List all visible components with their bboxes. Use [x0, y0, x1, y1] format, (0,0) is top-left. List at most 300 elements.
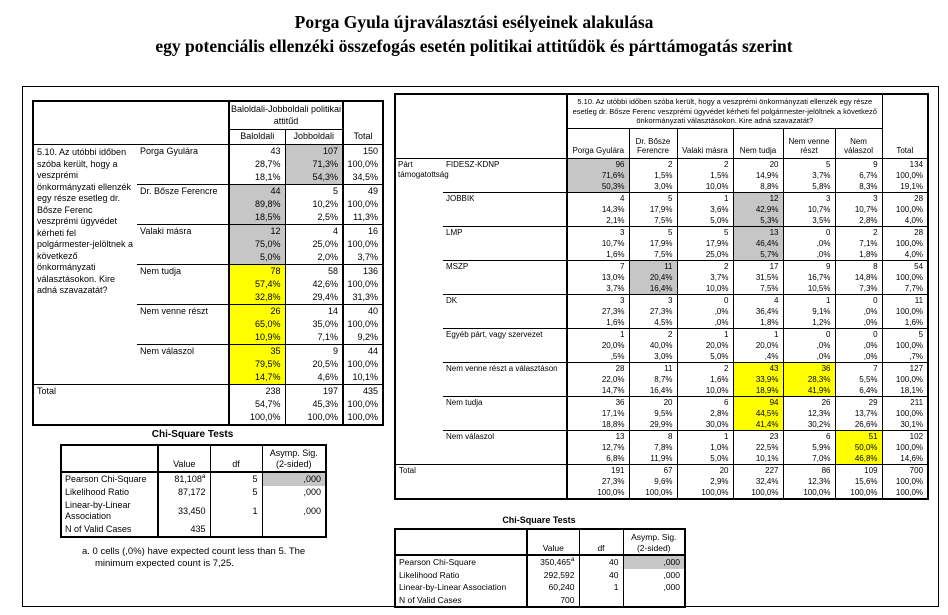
- value-cell: 16,7%: [783, 272, 835, 283]
- table-row: [395, 555, 685, 569]
- value-cell: 58: [285, 265, 343, 279]
- value-cell: 5: [629, 192, 677, 204]
- value-cell: 14,8%: [835, 272, 882, 283]
- party-crosstab-table: [394, 93, 929, 500]
- value-cell: 100,0%: [229, 411, 285, 425]
- value-cell: 1,6%: [677, 374, 733, 385]
- chi-value-cell: ,000: [623, 581, 685, 594]
- value-cell: 10,9%: [229, 331, 285, 345]
- total-column-header: Total: [343, 101, 383, 145]
- value-cell: 29: [835, 396, 882, 408]
- value-cell: 100,0%: [285, 411, 343, 425]
- table-row: [395, 158, 928, 170]
- value-cell: 100,0%: [783, 487, 835, 499]
- chi-row-label: Linear-by-Linear Association: [65, 500, 131, 521]
- value-cell: 42,9%: [733, 204, 783, 215]
- chi-value-cell: 292,592: [527, 569, 579, 582]
- value-cell: 14,3%: [567, 204, 629, 215]
- chi-row-label: N of Valid Cases: [65, 524, 132, 534]
- value-cell: 7,3%: [835, 283, 882, 295]
- chi-column-header: df: [579, 529, 623, 555]
- row-label-cell: FIDESZ-KDNP: [443, 158, 567, 192]
- value-cell: 7,0%: [783, 453, 835, 465]
- value-cell: 86: [783, 464, 835, 476]
- table-row: [395, 226, 928, 238]
- value-cell: 35: [229, 345, 285, 359]
- value-cell: 46,4%: [733, 238, 783, 249]
- value-cell: 100,0%: [882, 170, 928, 181]
- row-label-cell: Valaki másra: [137, 225, 229, 265]
- value-cell: 9: [285, 345, 343, 359]
- value-cell: 100,0%: [882, 487, 928, 499]
- chi-value-cell: 5: [210, 486, 262, 499]
- value-cell: 100,0%: [343, 198, 383, 211]
- value-cell: 10,7%: [835, 204, 882, 215]
- value-cell: 8,8%: [733, 181, 783, 193]
- value-cell: 100,0%: [343, 158, 383, 171]
- chi-value-cell: 40: [579, 555, 623, 569]
- value-cell: 1,5%: [629, 170, 677, 181]
- table-row: [395, 362, 928, 374]
- value-cell: 3,7%: [783, 170, 835, 181]
- value-cell: ,7%: [882, 351, 928, 363]
- value-cell: 12,3%: [783, 408, 835, 419]
- value-cell: 15,6%: [835, 476, 882, 487]
- value-cell: 4: [567, 192, 629, 204]
- value-cell: 8: [835, 260, 882, 272]
- value-cell: 9,5%: [629, 408, 677, 419]
- value-cell: 30,2%: [783, 419, 835, 431]
- value-cell: 31,3%: [343, 291, 383, 305]
- value-cell: 28,3%: [783, 374, 835, 385]
- value-cell: 4,0%: [882, 249, 928, 261]
- value-cell: 44: [229, 185, 285, 199]
- column-header-cell: Dr. Bősze Ferencre: [629, 128, 677, 158]
- value-cell: 20,5%: [285, 358, 343, 371]
- value-cell: 54,3%: [285, 171, 343, 185]
- footnote-line-1: a. 0 cells (,0%) have expected count less than 5. The: [82, 546, 306, 557]
- value-cell: 7: [835, 362, 882, 374]
- value-cell: 4: [733, 294, 783, 306]
- value-cell: 2,5%: [285, 211, 343, 225]
- value-cell: 79,5%: [229, 358, 285, 371]
- chi-value-cell: 5: [210, 472, 262, 486]
- value-cell: ,0%: [835, 351, 882, 363]
- value-cell: 10,7%: [783, 204, 835, 215]
- value-cell: 30,0%: [677, 419, 733, 431]
- value-cell: 1: [677, 192, 733, 204]
- value-cell: 32,8%: [229, 291, 285, 305]
- value-cell: 435: [343, 385, 383, 399]
- chi-column-header: Asymp. Sig. (2-sided): [262, 445, 326, 472]
- value-cell: 35,0%: [285, 318, 343, 331]
- chi-value-cell: ,000: [262, 499, 326, 523]
- value-cell: 10,1%: [343, 371, 383, 385]
- value-cell: 3,7%: [677, 272, 733, 283]
- value-cell: 13: [733, 226, 783, 238]
- value-cell: 36,4%: [733, 306, 783, 317]
- value-cell: 1: [783, 294, 835, 306]
- table-row: [395, 192, 928, 204]
- value-cell: ,5%: [567, 351, 629, 363]
- value-cell: 1,6%: [882, 317, 928, 329]
- value-cell: 51: [835, 430, 882, 442]
- value-cell: 16,4%: [629, 283, 677, 295]
- chi-value-cell: [579, 594, 623, 608]
- value-cell: 17,9%: [629, 238, 677, 249]
- value-cell: 16: [343, 225, 383, 239]
- table-row: [33, 145, 383, 159]
- value-cell: 10,0%: [677, 181, 733, 193]
- chi-row-label: Likelihood Ratio: [399, 569, 460, 580]
- value-cell: 25,0%: [285, 238, 343, 251]
- value-cell: 28: [567, 362, 629, 374]
- value-cell: 3: [567, 226, 629, 238]
- value-cell: 2: [677, 158, 733, 170]
- chi-column-header: Value: [527, 529, 579, 555]
- value-cell: 100,0%: [882, 204, 928, 215]
- value-cell: 26: [229, 305, 285, 319]
- value-cell: 191: [567, 464, 629, 476]
- value-cell: 11: [629, 260, 677, 272]
- value-cell: 41,4%: [733, 419, 783, 431]
- value-cell: 10,7%: [567, 238, 629, 249]
- value-cell: 17,9%: [629, 204, 677, 215]
- value-cell: 7,5%: [629, 215, 677, 227]
- row-label-cell: LMP: [443, 226, 567, 260]
- chi-value-cell: 1: [579, 581, 623, 594]
- value-cell: 9,6%: [629, 476, 677, 487]
- row-label-cell: Porga Gyulára: [137, 145, 229, 185]
- value-cell: 3,5%: [783, 215, 835, 227]
- value-cell: 0: [835, 328, 882, 340]
- value-cell: 44: [343, 345, 383, 359]
- value-cell: 32,4%: [733, 476, 783, 487]
- value-cell: 100,0%: [733, 487, 783, 499]
- value-cell: 11: [882, 294, 928, 306]
- table-row: [395, 328, 928, 340]
- value-cell: 22,5%: [733, 442, 783, 453]
- value-cell: 5,0%: [677, 351, 733, 363]
- value-cell: 54,7%: [229, 398, 285, 411]
- value-cell: 14: [285, 305, 343, 319]
- value-cell: 17,9%: [677, 238, 733, 249]
- value-cell: 29,4%: [285, 291, 343, 305]
- value-cell: 10,1%: [733, 453, 783, 465]
- value-cell: 197: [285, 385, 343, 399]
- value-cell: 7: [567, 260, 629, 272]
- value-cell: 5,9%: [783, 442, 835, 453]
- value-cell: 5,0%: [229, 251, 285, 265]
- value-cell: 0: [677, 294, 733, 306]
- page-title: [0, 10, 948, 58]
- party-chi-square-title: Chi-Square Tests: [502, 515, 576, 525]
- value-cell: 14,7%: [567, 385, 629, 397]
- value-cell: 8,7%: [629, 374, 677, 385]
- value-cell: 78: [229, 265, 285, 279]
- chi-value-cell: 60,240: [527, 581, 579, 594]
- value-cell: 33,9%: [733, 374, 783, 385]
- value-cell: 67: [629, 464, 677, 476]
- value-cell: 94: [733, 396, 783, 408]
- value-cell: 5: [783, 158, 835, 170]
- value-cell: 238: [229, 385, 285, 399]
- value-cell: 3,7%: [343, 251, 383, 265]
- value-cell: 26: [783, 396, 835, 408]
- value-cell: 28: [882, 226, 928, 238]
- value-cell: 8: [629, 430, 677, 442]
- value-cell: 25,0%: [677, 249, 733, 261]
- chi-value-cell: 350,465$^a$: [527, 555, 579, 569]
- value-cell: 43: [733, 362, 783, 374]
- value-cell: 3,0%: [629, 181, 677, 193]
- column-header-cell: Baloldali: [229, 129, 285, 145]
- value-cell: 34,5%: [343, 171, 383, 185]
- chi-value-cell: ,000: [623, 569, 685, 582]
- value-cell: 0: [783, 328, 835, 340]
- value-cell: 18,8%: [567, 419, 629, 431]
- value-cell: ,0%: [677, 306, 733, 317]
- value-cell: 11: [629, 362, 677, 374]
- table-row: [395, 529, 685, 555]
- value-cell: 3,7%: [567, 283, 629, 295]
- value-cell: 5,7%: [733, 249, 783, 261]
- value-cell: 1: [677, 328, 733, 340]
- value-cell: 5,8%: [783, 181, 835, 193]
- value-cell: 71,6%: [567, 170, 629, 181]
- value-cell: 9: [783, 260, 835, 272]
- table-row: [61, 499, 326, 523]
- value-cell: 3,0%: [629, 351, 677, 363]
- value-cell: 5,3%: [733, 215, 783, 227]
- attitude-chi-square-table: [60, 444, 327, 538]
- value-cell: 8,3%: [835, 181, 882, 193]
- value-cell: 100,0%: [882, 272, 928, 283]
- value-cell: ,0%: [835, 306, 882, 317]
- value-cell: 100,0%: [567, 487, 629, 499]
- table-row: [395, 94, 928, 128]
- value-cell: 19,1%: [882, 181, 928, 193]
- value-cell: 28: [882, 192, 928, 204]
- row-label-cell: Nem válaszol: [443, 430, 567, 464]
- total-row-label-cell: Total: [395, 464, 567, 499]
- value-cell: 5: [629, 226, 677, 238]
- value-cell: ,0%: [783, 238, 835, 249]
- value-cell: 20,4%: [629, 272, 677, 283]
- value-cell: 27,3%: [567, 306, 629, 317]
- value-cell: 100,0%: [882, 306, 928, 317]
- table-row: [395, 581, 685, 594]
- value-cell: 13,7%: [835, 408, 882, 419]
- value-cell: 7,1%: [285, 331, 343, 345]
- value-cell: 29,9%: [629, 419, 677, 431]
- value-cell: 1,8%: [733, 317, 783, 329]
- value-cell: 7,8%: [629, 442, 677, 453]
- chi-value-cell: 81,108$^a$: [158, 472, 210, 486]
- value-cell: 46,8%: [835, 453, 882, 465]
- value-cell: 6,4%: [835, 385, 882, 397]
- value-cell: 10,5%: [783, 283, 835, 295]
- value-cell: 20,0%: [677, 340, 733, 351]
- table-row: [61, 472, 326, 486]
- row-label-cell: JOBBIK: [443, 192, 567, 226]
- column-header-cell: Valaki másra: [677, 128, 733, 158]
- value-cell: 1,5%: [677, 170, 733, 181]
- value-cell: 17: [733, 260, 783, 272]
- value-cell: 18,1%: [882, 385, 928, 397]
- value-cell: 3: [835, 192, 882, 204]
- value-cell: 1,6%: [567, 249, 629, 261]
- value-cell: 6,8%: [567, 453, 629, 465]
- value-cell: 36: [567, 396, 629, 408]
- value-cell: 5: [882, 328, 928, 340]
- value-cell: 12: [229, 225, 285, 239]
- chi-value-cell: ,000: [623, 555, 685, 569]
- value-cell: 75,0%: [229, 238, 285, 251]
- value-cell: 0: [783, 226, 835, 238]
- row-group-label-cell: Párt támogatottság: [398, 159, 449, 179]
- row-label-cell: Nem venne részt: [137, 305, 229, 345]
- question-cell: 5.10. Az utóbbi időben szóba került, hogy a veszprémi önkormányzati ellenzék egy része esetleg dr. Bősze Ferenc veszprémi ügyvédet kérheti fel polgármester-jelöltnek a következő önkormányzati választásokon. Kire adná szavazatát?: [37, 147, 134, 295]
- value-cell: 5: [285, 185, 343, 199]
- chi-column-header: Value: [158, 445, 210, 472]
- table-row: [61, 486, 326, 499]
- value-cell: ,0%: [783, 249, 835, 261]
- value-cell: 0: [835, 294, 882, 306]
- value-cell: ,0%: [783, 351, 835, 363]
- chi-value-cell: [262, 523, 326, 537]
- value-cell: 41,9%: [783, 385, 835, 397]
- value-cell: 4: [285, 225, 343, 239]
- value-cell: 136: [343, 265, 383, 279]
- value-cell: 5,5%: [835, 374, 882, 385]
- row-label-cell: Nem válaszol: [137, 345, 229, 385]
- value-cell: 12: [733, 192, 783, 204]
- table-row: [33, 101, 383, 129]
- value-cell: 20: [629, 396, 677, 408]
- table-row: [395, 569, 685, 582]
- chi-value-cell: 40: [579, 569, 623, 582]
- column-header-cell: Nem válaszol: [835, 128, 882, 158]
- value-cell: 10,2%: [285, 198, 343, 211]
- chi-column-header: df: [210, 445, 262, 472]
- value-cell: 100,0%: [343, 358, 383, 371]
- value-cell: 2,9%: [677, 476, 733, 487]
- value-cell: 100,0%: [882, 408, 928, 419]
- value-cell: ,4%: [733, 351, 783, 363]
- chi-value-cell: 700: [527, 594, 579, 608]
- value-cell: 18,1%: [229, 171, 285, 185]
- chi-square-footnote: [82, 546, 305, 570]
- value-cell: 100,0%: [882, 238, 928, 249]
- row-label-cell: MSZP: [443, 260, 567, 294]
- value-cell: 65,0%: [229, 318, 285, 331]
- value-cell: 36: [783, 362, 835, 374]
- value-cell: 100,0%: [343, 238, 383, 251]
- value-cell: 100,0%: [343, 411, 383, 425]
- column-header-cell: Nem tudja: [733, 128, 783, 158]
- total-row-label-cell: Total: [33, 385, 229, 426]
- value-cell: 12,3%: [783, 476, 835, 487]
- value-cell: 100,0%: [835, 487, 882, 499]
- value-cell: 28,7%: [229, 158, 285, 171]
- table-row: [33, 385, 383, 399]
- value-cell: 40,0%: [629, 340, 677, 351]
- value-cell: 23: [733, 430, 783, 442]
- chi-column-header: Asymp. Sig. (2-sided): [623, 529, 685, 555]
- table-row: [395, 430, 928, 442]
- value-cell: 100,0%: [343, 318, 383, 331]
- value-cell: 96: [567, 158, 629, 170]
- value-cell: 17,1%: [567, 408, 629, 419]
- value-cell: 227: [733, 464, 783, 476]
- value-cell: 26,6%: [835, 419, 882, 431]
- value-cell: 49: [343, 185, 383, 199]
- value-cell: 100,0%: [882, 374, 928, 385]
- value-cell: 100,0%: [677, 487, 733, 499]
- chi-row-label: Pearson Chi-Square: [65, 474, 147, 484]
- row-label-cell: Nem tudja: [443, 396, 567, 430]
- value-cell: 1,8%: [835, 249, 882, 261]
- row-label-cell: Dr. Bősze Ferencre: [137, 185, 229, 225]
- table-row: [395, 464, 928, 476]
- value-cell: 2,1%: [567, 215, 629, 227]
- value-cell: 12,7%: [567, 442, 629, 453]
- column-header-cell: Nem venne részt: [783, 128, 835, 158]
- value-cell: 45,3%: [285, 398, 343, 411]
- value-cell: 7,5%: [733, 283, 783, 295]
- value-cell: 27,3%: [629, 306, 677, 317]
- value-cell: 18,9%: [733, 385, 783, 397]
- value-cell: 700: [882, 464, 928, 476]
- chi-value-cell: ,000: [262, 472, 326, 486]
- value-cell: 100,0%: [343, 398, 383, 411]
- title-line-1: Porga Gyula újraválasztási esélyeinek alakulása: [294, 12, 654, 32]
- value-cell: 134: [882, 158, 928, 170]
- value-cell: 71,3%: [285, 158, 343, 171]
- value-cell: 20,0%: [567, 340, 629, 351]
- corner-cell: [33, 101, 229, 145]
- value-cell: 22,0%: [567, 374, 629, 385]
- value-cell: 11,3%: [343, 211, 383, 225]
- value-cell: 2: [835, 226, 882, 238]
- value-cell: 211: [882, 396, 928, 408]
- value-cell: 100,0%: [882, 476, 928, 487]
- party-chi-square-table: [394, 528, 686, 608]
- value-cell: 4,0%: [882, 215, 928, 227]
- value-cell: 2,8%: [835, 215, 882, 227]
- table-row: [395, 594, 685, 608]
- value-cell: 7,1%: [835, 238, 882, 249]
- value-cell: 9: [835, 158, 882, 170]
- value-cell: 127: [882, 362, 928, 374]
- value-cell: 13,0%: [567, 272, 629, 283]
- value-cell: 2,0%: [285, 251, 343, 265]
- value-cell: 100,0%: [343, 278, 383, 291]
- value-cell: 150: [343, 145, 383, 159]
- value-cell: 1,6%: [567, 317, 629, 329]
- value-cell: 107: [285, 145, 343, 159]
- value-cell: 50,3%: [567, 181, 629, 193]
- chi-value-cell: 435: [158, 523, 210, 537]
- value-cell: 3: [783, 192, 835, 204]
- value-cell: ,0%: [835, 317, 882, 329]
- value-cell: 100,0%: [882, 340, 928, 351]
- value-cell: 44,5%: [733, 408, 783, 419]
- value-cell: 20: [677, 464, 733, 476]
- total-column-header: Total: [882, 94, 928, 158]
- value-cell: 42,6%: [285, 278, 343, 291]
